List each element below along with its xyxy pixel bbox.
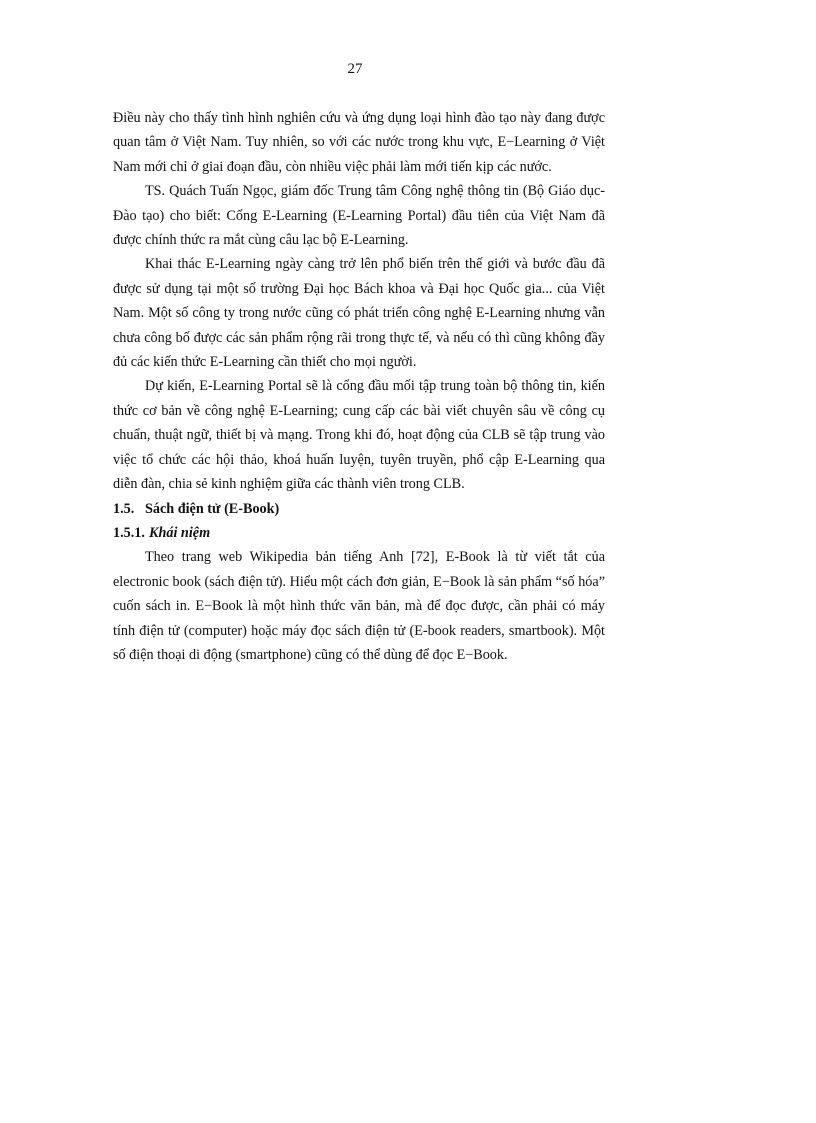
- paragraph: TS. Quách Tuấn Ngọc, giám đốc Trung tâm Công nghệ thông tin (Bộ Giáo dục-Đào tạo) cho biết: Cổng E-Learning (E-Learning Portal) đầu tiên của Việt Nam đã được chính thức ra mắt cùng câu lạc bộ E-Learning.: [113, 183, 605, 249]
- section-heading: [113, 497, 605, 521]
- paragraph: Khai thác E-Learning ngày càng trở lên phổ biến trên thế giới và bước đầu đã được sử dụng tại một số trường Đại học Bách khoa và Đại học Quốc gia... của Việt Nam. Một số công ty trong nước cũng có phát triển công nghệ E-Learning nhưng vẫn chưa công bố được các sản phẩm rộng rãi trong thực tế, và nếu có thì cũng không đầy đủ các kiến thức E-Learning cần thiết cho mọi người.: [113, 256, 605, 371]
- subsection-heading: [113, 521, 605, 545]
- document-body: [113, 106, 605, 667]
- subsection-title: Khái niệm: [149, 524, 211, 541]
- page-number: 27: [347, 61, 363, 77]
- paragraph-continuation: Điều này cho thấy tình hình nghiên cứu và ứng dụng loại hình đào tạo này đang được quan tâm ở Việt Nam. Tuy nhiên, so với các nước trong khu vực, E−Learning ở Việt Nam mới chỉ ở giai đoạn đầu, còn nhiều việc phải làm mới tiến kịp các nước.: [113, 110, 605, 175]
- section-number: 1.5.: [113, 500, 135, 517]
- paragraph: Dự kiến, E-Learning Portal sẽ là cổng đầu mối tập trung toàn bộ thông tin, kiến thức cơ bản về công nghệ E-Learning; cung cấp các bài viết chuyên sâu về công cụ chuẩn, thuật ngữ, thiết bị và mạng. Trong khi đó, hoạt động của CLB sẽ tập trung vào việc tổ chức các hội thảo, khoá huấn luyện, tuyên truyền, phổ cập E-Learning qua diễn đàn, chia sẻ kinh nghiệm giữa các thành viên trong CLB.: [113, 378, 605, 493]
- section-title: Sách điện tử (E-Book): [145, 500, 280, 517]
- paragraph: Theo trang web Wikipedia bản tiếng Anh [72], E-Book là từ viết tắt của electronic book (sách điện tử). Hiểu một cách đơn giản, E−Book là sản phẩm “số hóa” cuốn sách in. E−Book là một hình thức văn bản, mà để đọc được, cần phải có máy tính điện tử (computer) hoặc máy đọc sách điện tử (E-book readers, smartbook). Một số điện thoại di động (smartphone) cũng có thể dùng để đọc E−Book.: [113, 549, 605, 663]
- subsection-number: 1.5.1.: [113, 524, 145, 541]
